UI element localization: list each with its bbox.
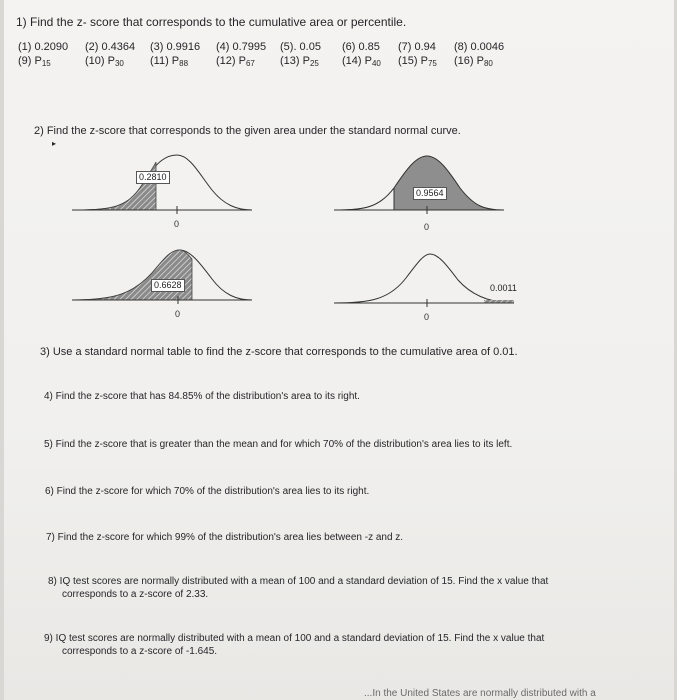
q1-item-12: (12) $P_{67}$	[216, 55, 255, 68]
q7-text: 7) Find the z-score for which 99% of the distribution's area lies between -z and z.	[46, 532, 404, 543]
q1-item-9: (9) $P_{15}$	[18, 55, 51, 68]
normal-curve-4	[334, 248, 514, 313]
q1-item-1: (1) 0.2090	[18, 41, 69, 53]
q1-item-7: (7) 0.94	[398, 41, 436, 53]
normal-curve-2	[334, 150, 504, 220]
curve-3-zero: 0	[175, 309, 181, 319]
q6-text: 6) Find the z-score for which 70% of the distribution's area lies to its right.	[45, 486, 370, 497]
normal-curve-3	[72, 245, 252, 310]
q1-item-2: (2) 0.4364	[85, 41, 136, 53]
worksheet-page	[4, 0, 674, 700]
q1-item-10: (10) $P_{30}$	[85, 55, 124, 68]
q10-partial-text: ...In the United States are normally distributed with a	[364, 688, 596, 699]
q1-item-16: (16) $P_{80}$	[454, 55, 493, 68]
normal-curve-1	[72, 150, 252, 220]
q1-item-5: (5). 0.05	[280, 41, 321, 53]
q1-title: 1) Find the z- score that corresponds to the cumulative area or percentile.	[16, 15, 407, 29]
q3-text: 3) Use a standard normal table to find the z-score that corresponds to the cumulative area of 0.01.	[40, 346, 518, 358]
curve-4-area-label: 0.0011	[490, 283, 517, 293]
curve-2-area-label: 0.9564	[413, 187, 447, 200]
q1-item-6: (6) 0.85	[342, 41, 380, 53]
curve-2-zero: 0	[424, 222, 430, 232]
q1-item-4: (4) 0.7995	[216, 41, 267, 53]
cursor-mark-icon: ▸	[52, 139, 57, 148]
q1-item-15: (15) $P_{75}$	[398, 55, 437, 68]
curve-4-zero: 0	[424, 312, 430, 322]
q5-text: 5) Find the z-score that is greater than the mean and for which 70% of the distribution's area lies to its left.	[44, 439, 513, 450]
curve-3-area-label: 0.6628	[151, 279, 185, 292]
q1-item-3: (3) 0.9916	[150, 41, 201, 53]
q1-item-11: (11) $P_{88}$	[150, 55, 189, 68]
q1-item-13: (13) $P_{25}$	[280, 55, 319, 68]
q8-text: 8) IQ test scores are normally distributed with a mean of 100 and a standard deviation of 15. Find the x value that corresponds to a z-score of 2.33.	[48, 576, 549, 600]
q9-text: 9) IQ test scores are normally distributed with a mean of 100 and a standard deviation of 15. Find the x value that corresponds to a z-score of -1.645.	[44, 633, 545, 657]
q2-title: 2) Find the z-score that corresponds to the given area under the standard normal curve.	[34, 125, 461, 137]
curve-1-zero: 0	[174, 219, 180, 229]
q1-item-14: (14) $P_{40}$	[342, 55, 381, 68]
q4-text: 4) Find the z-score that has 84.85% of the distribution's area to its right.	[44, 391, 360, 402]
q1-item-8: (8) 0.0046	[454, 41, 505, 53]
curve-1-area-label: 0.2810	[136, 171, 170, 184]
